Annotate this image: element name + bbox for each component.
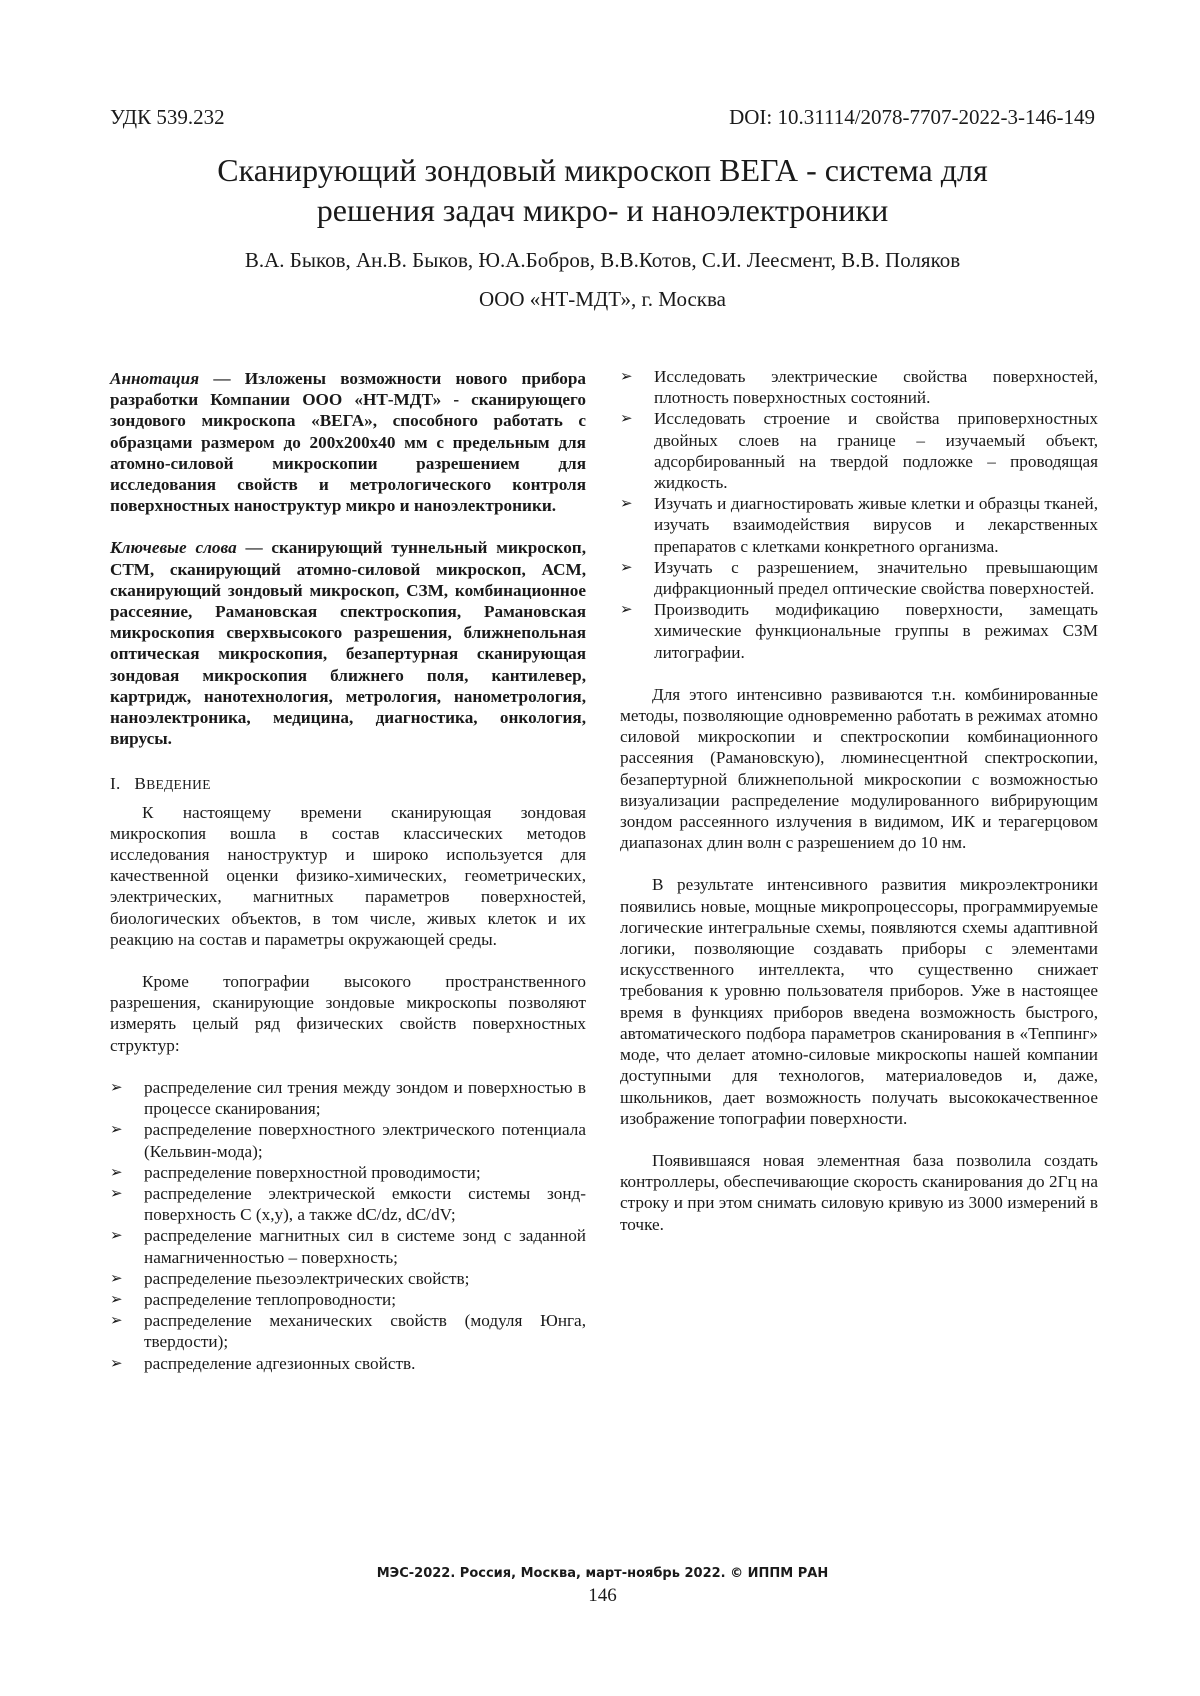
keywords-text: — сканирующий туннельный микроскоп, СТМ, сканирующий атомно-силовой микроскоп, АСМ, сканирующий зондовый микроскоп, СЗМ, комбинационное рассеяние, Рамановская спектроскопия, Рамановская микроскопия сверхвысокого разрешения, ближнепольная оптическая микроскопия, безапертурная сканирующая зондовая микроскопия ближнего поля, кантилевер, картридж, нанотехнология, метрология, нанометрология, наноэлектроника, медицина, диагностика, онкология, вирусы.: [110, 538, 586, 749]
list-item: ➢ распределение теплопроводности;: [110, 1289, 397, 1309]
bullet-arrow-icon: ➢: [620, 600, 633, 619]
list-item: ➢ распределение электрической емкости системы зонд-поверхность C (x,y), а также dC/dz, dC/dV;: [110, 1183, 586, 1225]
bullet-arrow-icon: ➢: [110, 1183, 123, 1202]
section-number: I.: [110, 774, 121, 794]
section-first-letter: В: [134, 774, 147, 794]
bullet-arrow-icon: ➢: [620, 367, 633, 385]
list-item: ➢ Изучать и диагностировать живые клетки и образцы тканей, изучать взаимодействия вирусов и лекарственных препаратов с клетками конкретного организма.: [620, 494, 1098, 556]
body-paragraph-microelectronics: В результате интенсивного развития микроэлектроники появились новые, мощные микропроцессоры, программируемые логические интегральные схемы, появляются схемы адаптивной логики, позволяющие создавать приборы с элементами искусственного интеллекта, что существенно снижает требования к уровню пользователя приборов. Уже в настоящее время в функциях приборов введена возможность быстрого, автоматического подбора параметров сканирования в «Теппинг» моде, что делает атомно-силовые микроскопы нашей компании доступными для технологов, материаловедов и, даже, школьников, дает возможность получать высококачественное изображение топографии поверхности.: [620, 875, 1098, 1128]
bullet-arrow-icon: ➢: [110, 1311, 123, 1330]
bullet-arrow-icon: ➢: [110, 1120, 123, 1139]
list-item: ➢ распределение адгезионных свойств.: [110, 1353, 416, 1373]
bullet-arrow-icon: ➢: [110, 1162, 123, 1181]
list-item: ➢ распределение пьезоэлектрических свойств;: [110, 1268, 470, 1288]
section-title-rest: ВЕДЕНИЕ: [146, 777, 211, 793]
list-item: ➢ Производить модификацию поверхности, замещать химические функциональные группы в режимах СЗМ литографии.: [620, 600, 1098, 662]
keywords: [110, 537, 586, 749]
bullet-arrow-icon: ➢: [620, 557, 633, 576]
list-item: ➢ Исследовать строение и свойства приповерхностных двойных слоев на границе – изучаемый объект, адсорбированный на твердой подложке – проводящая жидкость.: [620, 409, 1098, 493]
capabilities-list: [620, 366, 1098, 663]
right-column: [620, 366, 1098, 1235]
conference-footer: МЭС-2022. Россия, Москва, март-ноябрь 2022. © ИППМ РАН: [376, 1566, 829, 1581]
abstract-label: Аннотация: [110, 369, 200, 388]
bullet-arrow-icon: ➢: [110, 1077, 123, 1096]
udk-code: УДК 539.232: [110, 105, 225, 129]
title-line-2: решения задач микро- и наноэлектроники: [316, 192, 889, 228]
abstract-text: — Изложены возможности нового прибора разработки Компании ООО «НТ-МДТ» - сканирующего зондового микроскопа «ВЕГА», способного работать с образцами размером до 200x200x40 мм с предельным для атомно-силовой микроскопии разрешением для исследования свойств и метрологического контроля поверхностных наноструктур микро и наноэлектроники.: [110, 369, 586, 516]
bullet-arrow-icon: ➢: [110, 1268, 123, 1287]
list-item: ➢ распределение поверхностной проводимости;: [110, 1162, 481, 1182]
list-item: ➢ распределение магнитных сил в системе зонд с заданной намагниченностью – поверхность;: [110, 1226, 586, 1267]
properties-list: [110, 1077, 586, 1374]
paper-title: [110, 150, 1095, 230]
list-item: ➢ Изучать с разрешением, значительно превышающим дифракционный предел оптические свойства поверхностей.: [620, 557, 1098, 599]
list-item: ➢ Исследовать электрические свойства поверхностей, плотность поверхностных состояний.: [620, 367, 1098, 408]
affiliation: ООО «НТ-МДТ», г. Москва: [479, 287, 726, 311]
bullet-arrow-icon: ➢: [110, 1353, 123, 1372]
intro-paragraph-2: Кроме топографии высокого пространственного разрешения, сканирующие зондовые микроскопы позволяют измерять целый ряд физических свойств поверхностных структур:: [110, 972, 586, 1055]
intro-paragraph-1: К настоящему времени сканирующая зондовая микроскопия вошла в состав классических методов исследования наноструктур и широко используется для качественной оценки физико-химических, геометрических, электрических, магнитных параметров поверхностей, биологических объектов, в том числе, живых клеток и их реакцию на состав и параметры окружающей среды.: [110, 802, 586, 949]
bullet-arrow-icon: ➢: [620, 409, 633, 428]
keywords-label: Ключевые слова: [110, 538, 237, 558]
bullet-arrow-icon: ➢: [110, 1226, 123, 1245]
section-heading-introduction: [110, 773, 586, 795]
list-item: ➢ распределение поверхностного электрического потенциала (Кельвин-мода);: [110, 1120, 586, 1161]
list-item: ➢ распределение механических свойств (модуля Юнга, твердости);: [110, 1311, 586, 1352]
title-line-1: Сканирующий зондовый микроскоп ВЕГА - система для: [217, 152, 988, 188]
bullet-arrow-icon: ➢: [620, 494, 633, 513]
list-item: ➢ распределение сил трения между зондом и поверхностью в процессе сканирования;: [110, 1077, 586, 1119]
body-paragraph-combined-methods: Для этого интенсивно развиваются т.н. комбинированные методы, позволяющие одновременно работать в режимах атомно силовой микроскопии и спектроскопии комбинационного рассеяния (Рамановскую), люминесцентной спектроскопии, безапертурной ближнепольной микроскопии с возможностью визуализации распределение модулированного вибрирующим зондом рассеянного излучения в видимом, ИК и терагерцовом диапазонах длин волн с разрешением до 10 нм.: [620, 684, 1098, 853]
page-header: [110, 104, 1095, 130]
doi: DOI: 10.31114/2078-7707-2022-3-146-149: [729, 105, 1095, 129]
bullet-arrow-icon: ➢: [110, 1289, 123, 1308]
authors: В.А. Быков, Ан.В. Быков, Ю.А.Бобров, В.В.Котов, С.И. Леесмент, В.В. Поляков: [244, 248, 961, 272]
abstract: [110, 368, 586, 516]
body-paragraph-controllers: Появившаяся новая элементная база позволила создать контроллеры, обеспечивающие скорость сканирования до 2Гц на строку и при этом снимать силовую кривую из 3000 измерений в точке.: [620, 1150, 1098, 1234]
page-number: 146: [588, 1585, 617, 1606]
left-column: [110, 368, 586, 1374]
